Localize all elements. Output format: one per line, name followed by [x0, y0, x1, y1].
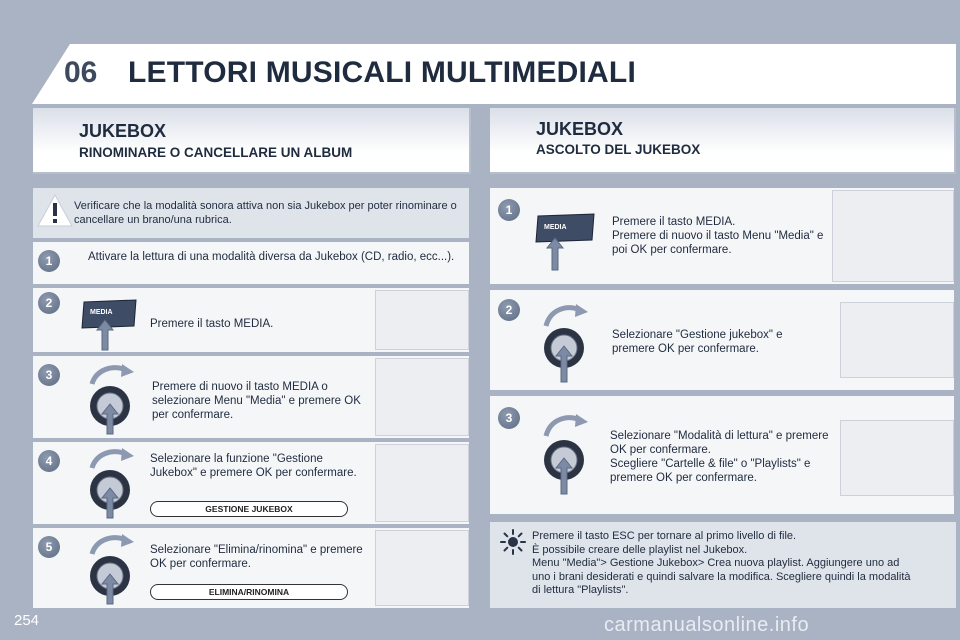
- radio-unit-icon: [832, 190, 954, 282]
- tip-text: Premere il tasto ESC per tornare al primo livello di file. È possibile creare delle playlist nel Jukebox. Menu "Media"> Gestione Jukebox> Crea nuova playlist. Aggiungere uno ad uno i brani desiderati e quindi salvare la modifica. Scegliere quindi la modalità di lettura "Playlists".: [532, 530, 911, 596]
- media-button-icon: [534, 212, 598, 272]
- chapter-number: 06: [64, 56, 98, 89]
- tip-icon: [500, 529, 526, 555]
- rotary-knob-icon: [86, 532, 142, 604]
- left-step-1-badge: 1: [38, 250, 60, 272]
- rotary-knob-icon: [540, 410, 596, 496]
- warning-icon: [36, 193, 74, 229]
- left-step-2-text: Premere il tasto MEDIA.: [150, 318, 274, 330]
- gestione-jukebox-pill: GESTIONE JUKEBOX: [150, 501, 348, 517]
- left-section-subtitle: RINOMINARE O CANCELLARE UN ALBUM: [79, 145, 353, 160]
- left-step-5-badge: 5: [38, 536, 60, 558]
- elimina-rinomina-pill: ELIMINA/RINOMINA: [150, 584, 348, 600]
- warning-text: Verificare che la modalità sonora attiva non sia Jukebox per poter rinominare o cancellare un brano/una rubrica.: [74, 200, 457, 226]
- rotary-knob-icon: [540, 300, 596, 384]
- left-step-1-text: Attivare la lettura di una modalità diversa da Jukebox (CD, radio, ecc...).: [88, 251, 455, 263]
- right-section-band: [490, 108, 954, 172]
- right-step-1-badge: 1: [498, 199, 520, 221]
- left-step-3-badge: 3: [38, 364, 60, 386]
- radio-unit-icon: [375, 358, 469, 436]
- watermark: carmanualsonline.info: [604, 614, 810, 636]
- page-title: LETTORI MUSICALI MULTIMEDIALI: [128, 56, 636, 89]
- radio-unit-icon: [840, 302, 954, 378]
- left-step-4-badge: 4: [38, 450, 60, 472]
- left-step-3-text: Premere di nuovo il tasto MEDIA o selezionare Menu "Media" e premere OK per confermare.: [152, 381, 361, 421]
- page-number: 254: [14, 612, 40, 629]
- rotary-knob-icon: [86, 362, 142, 434]
- right-step-2-text: Selezionare "Gestione jukebox" e premere OK per confermare.: [612, 329, 783, 355]
- left-step-4-text: Selezionare la funzione "Gestione Jukebox" e premere OK per confermare.: [150, 453, 357, 479]
- right-step-3-badge: 3: [498, 407, 520, 429]
- left-step-2-badge: 2: [38, 292, 60, 314]
- rotary-knob-icon: [86, 446, 142, 518]
- radio-unit-icon: [375, 530, 469, 606]
- media-button-icon: [80, 298, 140, 354]
- radio-unit-icon: [375, 444, 469, 522]
- right-step-2-badge: 2: [498, 299, 520, 321]
- left-step-5-text: Selezionare "Elimina/rinomina" e premere OK per confermare.: [150, 544, 363, 570]
- right-section-subtitle: ASCOLTO DEL JUKEBOX: [536, 142, 701, 157]
- radio-unit-icon: [840, 420, 954, 496]
- left-section-title: JUKEBOX: [79, 121, 167, 141]
- right-section-title: JUKEBOX: [536, 119, 624, 139]
- right-step-1-text: Premere il tasto MEDIA. Premere di nuovo il tasto Menu "Media" e poi OK per confermare.: [612, 216, 824, 256]
- media-button-label: MEDIA: [90, 309, 113, 316]
- radio-unit-icon: [375, 290, 469, 350]
- media-button-label: MEDIA: [544, 224, 567, 231]
- right-step-3-text: Selezionare "Modalità di lettura" e premere OK per confermare. Scegliere "Cartelle & file" o "Playlists" e premere OK per confermare.: [610, 430, 829, 484]
